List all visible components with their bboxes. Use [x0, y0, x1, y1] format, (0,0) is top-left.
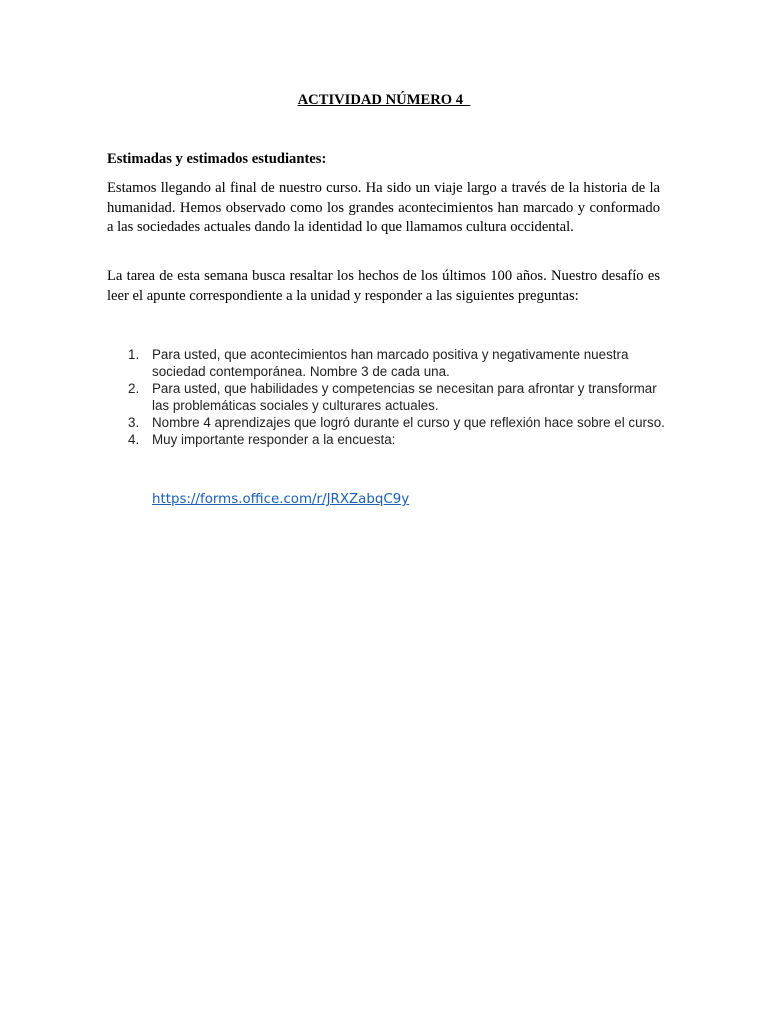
document-title	[0, 92, 768, 109]
questions-list	[107, 346, 667, 448]
salutation: Estimadas y estimados estudiantes:	[107, 151, 327, 167]
intro-paragraph: Estamos llegando al final de nuestro curso. Ha sido un viaje largo a través de la historia de la humanidad. Hemos observado como los grandes acontecimientos han marcado y conformado a las sociedades actuales dando la identidad lo que llamamos cultura occidental.	[107, 180, 660, 235]
list-item-number: 2.	[128, 381, 140, 396]
list-item-text: Para usted, que habilidades y competencias se necesitan para afrontar y transformar las problemáticas sociales y culturares actuales.	[152, 381, 657, 413]
document-title-text: ACTIVIDAD NÚMERO 4	[297, 92, 471, 108]
list-item-text: Para usted, que acontecimientos han marcado positiva y negativamente nuestra sociedad contemporánea. Nombre 3 de cada una.	[152, 347, 629, 379]
list-item-number: 3.	[128, 415, 140, 430]
list-item	[107, 414, 667, 431]
list-item-number: 1.	[128, 347, 140, 362]
list-item	[107, 346, 667, 380]
list-item	[107, 380, 667, 414]
list-item	[107, 431, 667, 448]
list-item-text: Muy importante responder a la encuesta:	[152, 432, 396, 447]
list-item-text: Nombre 4 aprendizajes que logró durante el curso y que reflexión hace sobre el curso.	[152, 415, 665, 430]
survey-link[interactable]: https://forms.office.com/r/JRXZabqC9y	[152, 492, 410, 507]
task-paragraph: La tarea de esta semana busca resaltar los hechos de los últimos 100 años. Nuestro desafío es leer el apunte correspondiente a la unidad y responder a las siguientes preguntas:	[107, 268, 660, 304]
list-item-number: 4.	[128, 432, 140, 447]
